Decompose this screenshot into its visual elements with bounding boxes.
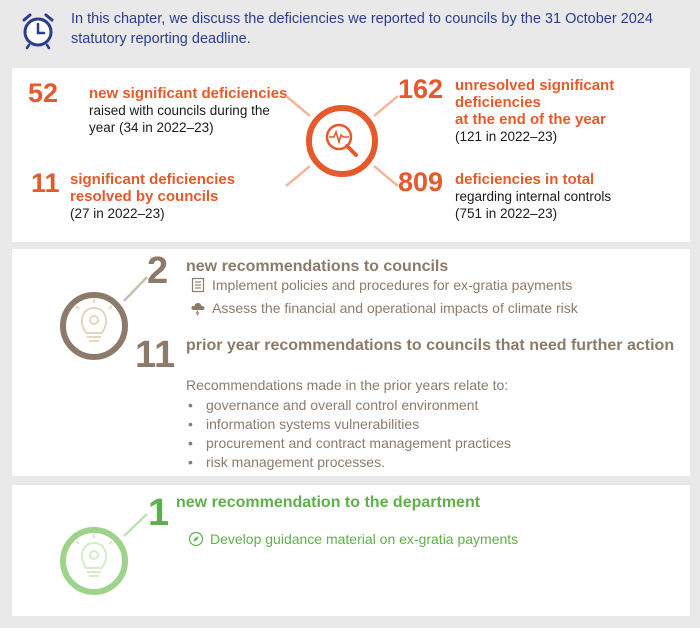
- stat-label: deficiencies in total: [455, 171, 595, 188]
- stat-label: resolved by councils: [70, 188, 219, 205]
- prior-council-rec-count: 11: [135, 334, 176, 376]
- stat-sub: (27 in 2022–23): [70, 206, 165, 221]
- rec-item: [190, 276, 572, 294]
- stat-unresolved: [398, 74, 688, 150]
- list-item: • risk management processes.: [186, 453, 511, 472]
- stat-new-significant: [28, 78, 308, 148]
- stat-total: [398, 167, 688, 229]
- rec-item-text: Assess the financial and operational impacts of climate risk: [212, 300, 578, 316]
- prior-rec-intro: Recommendations made in the prior years relate to:: [186, 377, 509, 393]
- list-item: • information systems vulnerabilities: [186, 415, 511, 434]
- deficiency-stats-panel: [12, 68, 690, 242]
- stat-label: unresolved significant: [455, 77, 615, 94]
- council-recommendations-panel: [12, 249, 690, 476]
- rec-item: [188, 530, 518, 548]
- stat-number: 809: [398, 167, 444, 197]
- stat-label: significant deficiencies: [70, 171, 236, 188]
- stat-label: at the end of the year: [455, 111, 606, 128]
- department-recommendation-panel: [12, 485, 690, 616]
- chapter-intro: In this chapter, we discuss the deficiencies we reported to councils by the 31 October 2024 statutory reporting deadline.: [71, 11, 653, 47]
- chapter-header: [0, 0, 700, 64]
- list-item: • procurement and contract management practices: [186, 434, 511, 453]
- stat-sub: raised with councils during the: [89, 103, 270, 118]
- stat-sub: regarding internal controls: [455, 189, 612, 204]
- stat-sub: (751 in 2022–23): [455, 206, 558, 221]
- stat-number: 162: [398, 74, 444, 104]
- stat-label: new significant deficiencies: [89, 85, 288, 102]
- stat-label: deficiencies: [455, 94, 541, 111]
- prior-rec-list: [186, 396, 511, 472]
- alarm-clock-icon: [18, 10, 58, 50]
- prior-council-rec-heading: prior year recommendations to councils that need further action: [186, 337, 675, 354]
- stat-resolved: [31, 168, 301, 228]
- stat-sub: year (34 in 2022–23): [89, 120, 214, 135]
- rec-item-text: Implement policies and procedures for ex-gratia payments: [212, 277, 573, 293]
- new-council-rec-heading: new recommendations to councils: [186, 258, 449, 275]
- stat-number: 52: [28, 78, 59, 108]
- document-list-icon: [190, 277, 206, 293]
- new-council-rec-count: 2: [147, 250, 169, 292]
- magnifier-pulse-icon: [282, 86, 402, 196]
- storm-cloud-icon: [190, 300, 206, 316]
- compass-icon: [188, 531, 204, 547]
- rec-item-text: Develop guidance material on ex-gratia payments: [210, 531, 519, 547]
- list-item: • governance and overall control environment: [186, 396, 511, 415]
- stat-sub: (121 in 2022–23): [455, 129, 558, 144]
- department-rec-heading: new recommendation to the department: [176, 494, 481, 511]
- rec-item: [190, 299, 578, 317]
- department-rec-count: 1: [148, 492, 170, 534]
- stat-number: 11: [31, 168, 60, 198]
